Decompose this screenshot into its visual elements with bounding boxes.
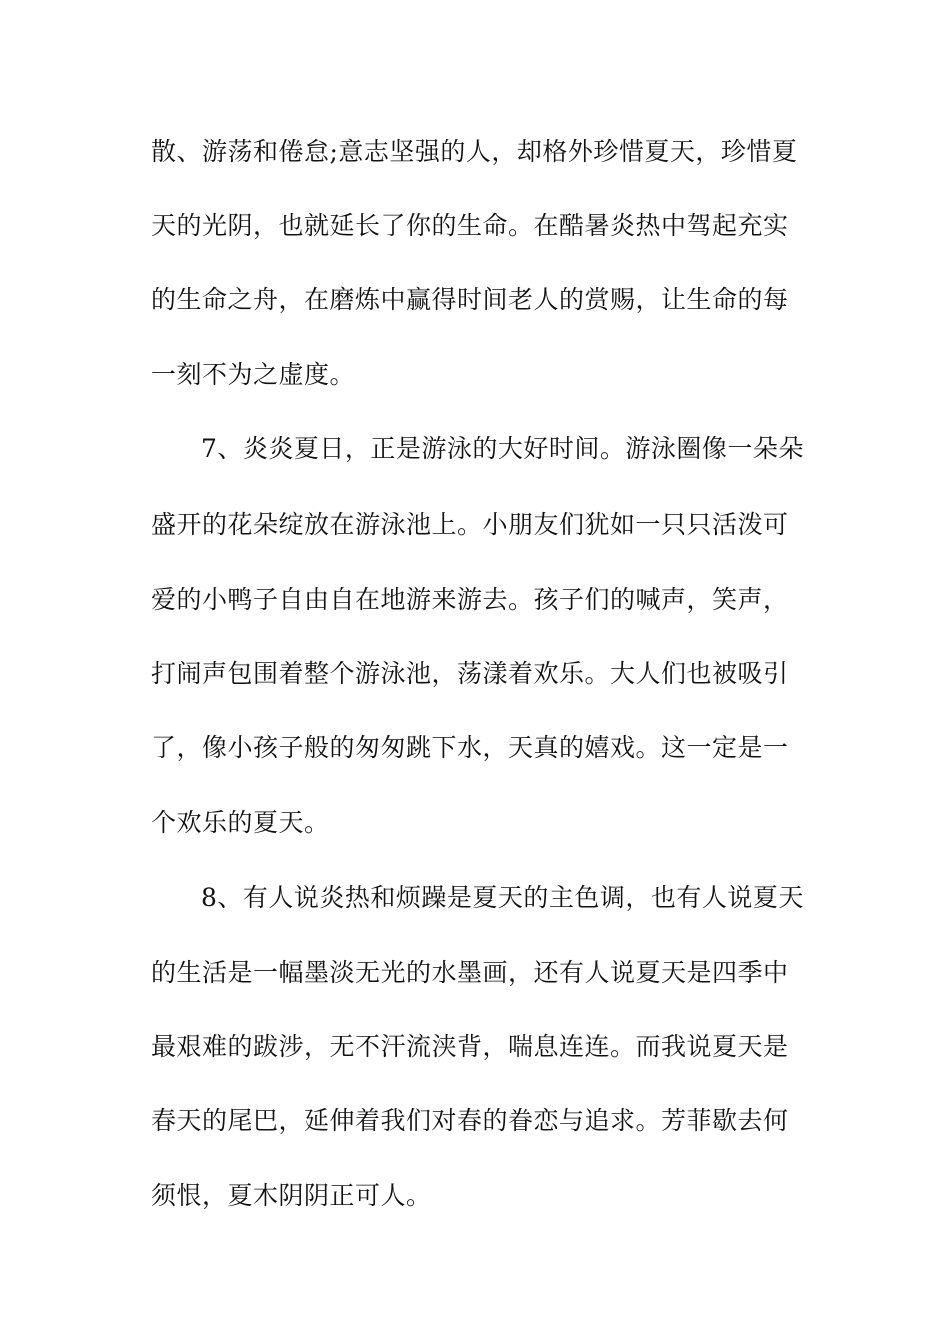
text-line: 最艰难的跋涉，无不汗流浃背，喘息连连。而我说夏天是 — [151, 1032, 789, 1061]
text-line: 了，像小孩子般的匆匆跳下水，天真的嬉戏。这一定是一 — [151, 733, 789, 762]
paragraph-start-line: 8、有人说炎热和烦躁是夏天的主色调，也有人说夏天 — [201, 883, 804, 912]
text-line: 须恨，夏木阴阴正可人。 — [151, 1181, 432, 1210]
text-line: 春天的尾巴，延伸着我们对春的眷恋与追求。芳菲歇去何 — [151, 1106, 789, 1135]
paragraph-start-line: 7、炎炎夏日，正是游泳的大好时间。游泳圈像一朵朵 — [201, 434, 804, 463]
text-line: 爱的小鸭子自由自在地游来游去。孩子们的喊声，笑声， — [151, 585, 789, 614]
text-line: 盛开的花朵绽放在游泳池上。小朋友们犹如一只只活泼可 — [151, 510, 789, 539]
text-line: 的生命之舟，在磨炼中赢得时间老人的赏赐，让生命的每 — [151, 285, 789, 314]
text-line: 打闹声包围着整个游泳池，荡漾着欢乐。大人们也被吸引 — [151, 659, 789, 688]
text-line: 散、游荡和倦怠;意志坚强的人，却格外珍惜夏天，珍惜夏 — [151, 137, 798, 166]
text-line: 天的光阴，也就延长了你的生命。在酷暑炎热中驾起充实 — [151, 211, 789, 240]
text-line: 一刻不为之虚度。 — [151, 360, 356, 389]
text-line: 的生活是一幅墨淡无光的水墨画，还有人说夏天是四季中 — [151, 958, 789, 987]
text-line: 个欢乐的夏天。 — [151, 808, 330, 837]
